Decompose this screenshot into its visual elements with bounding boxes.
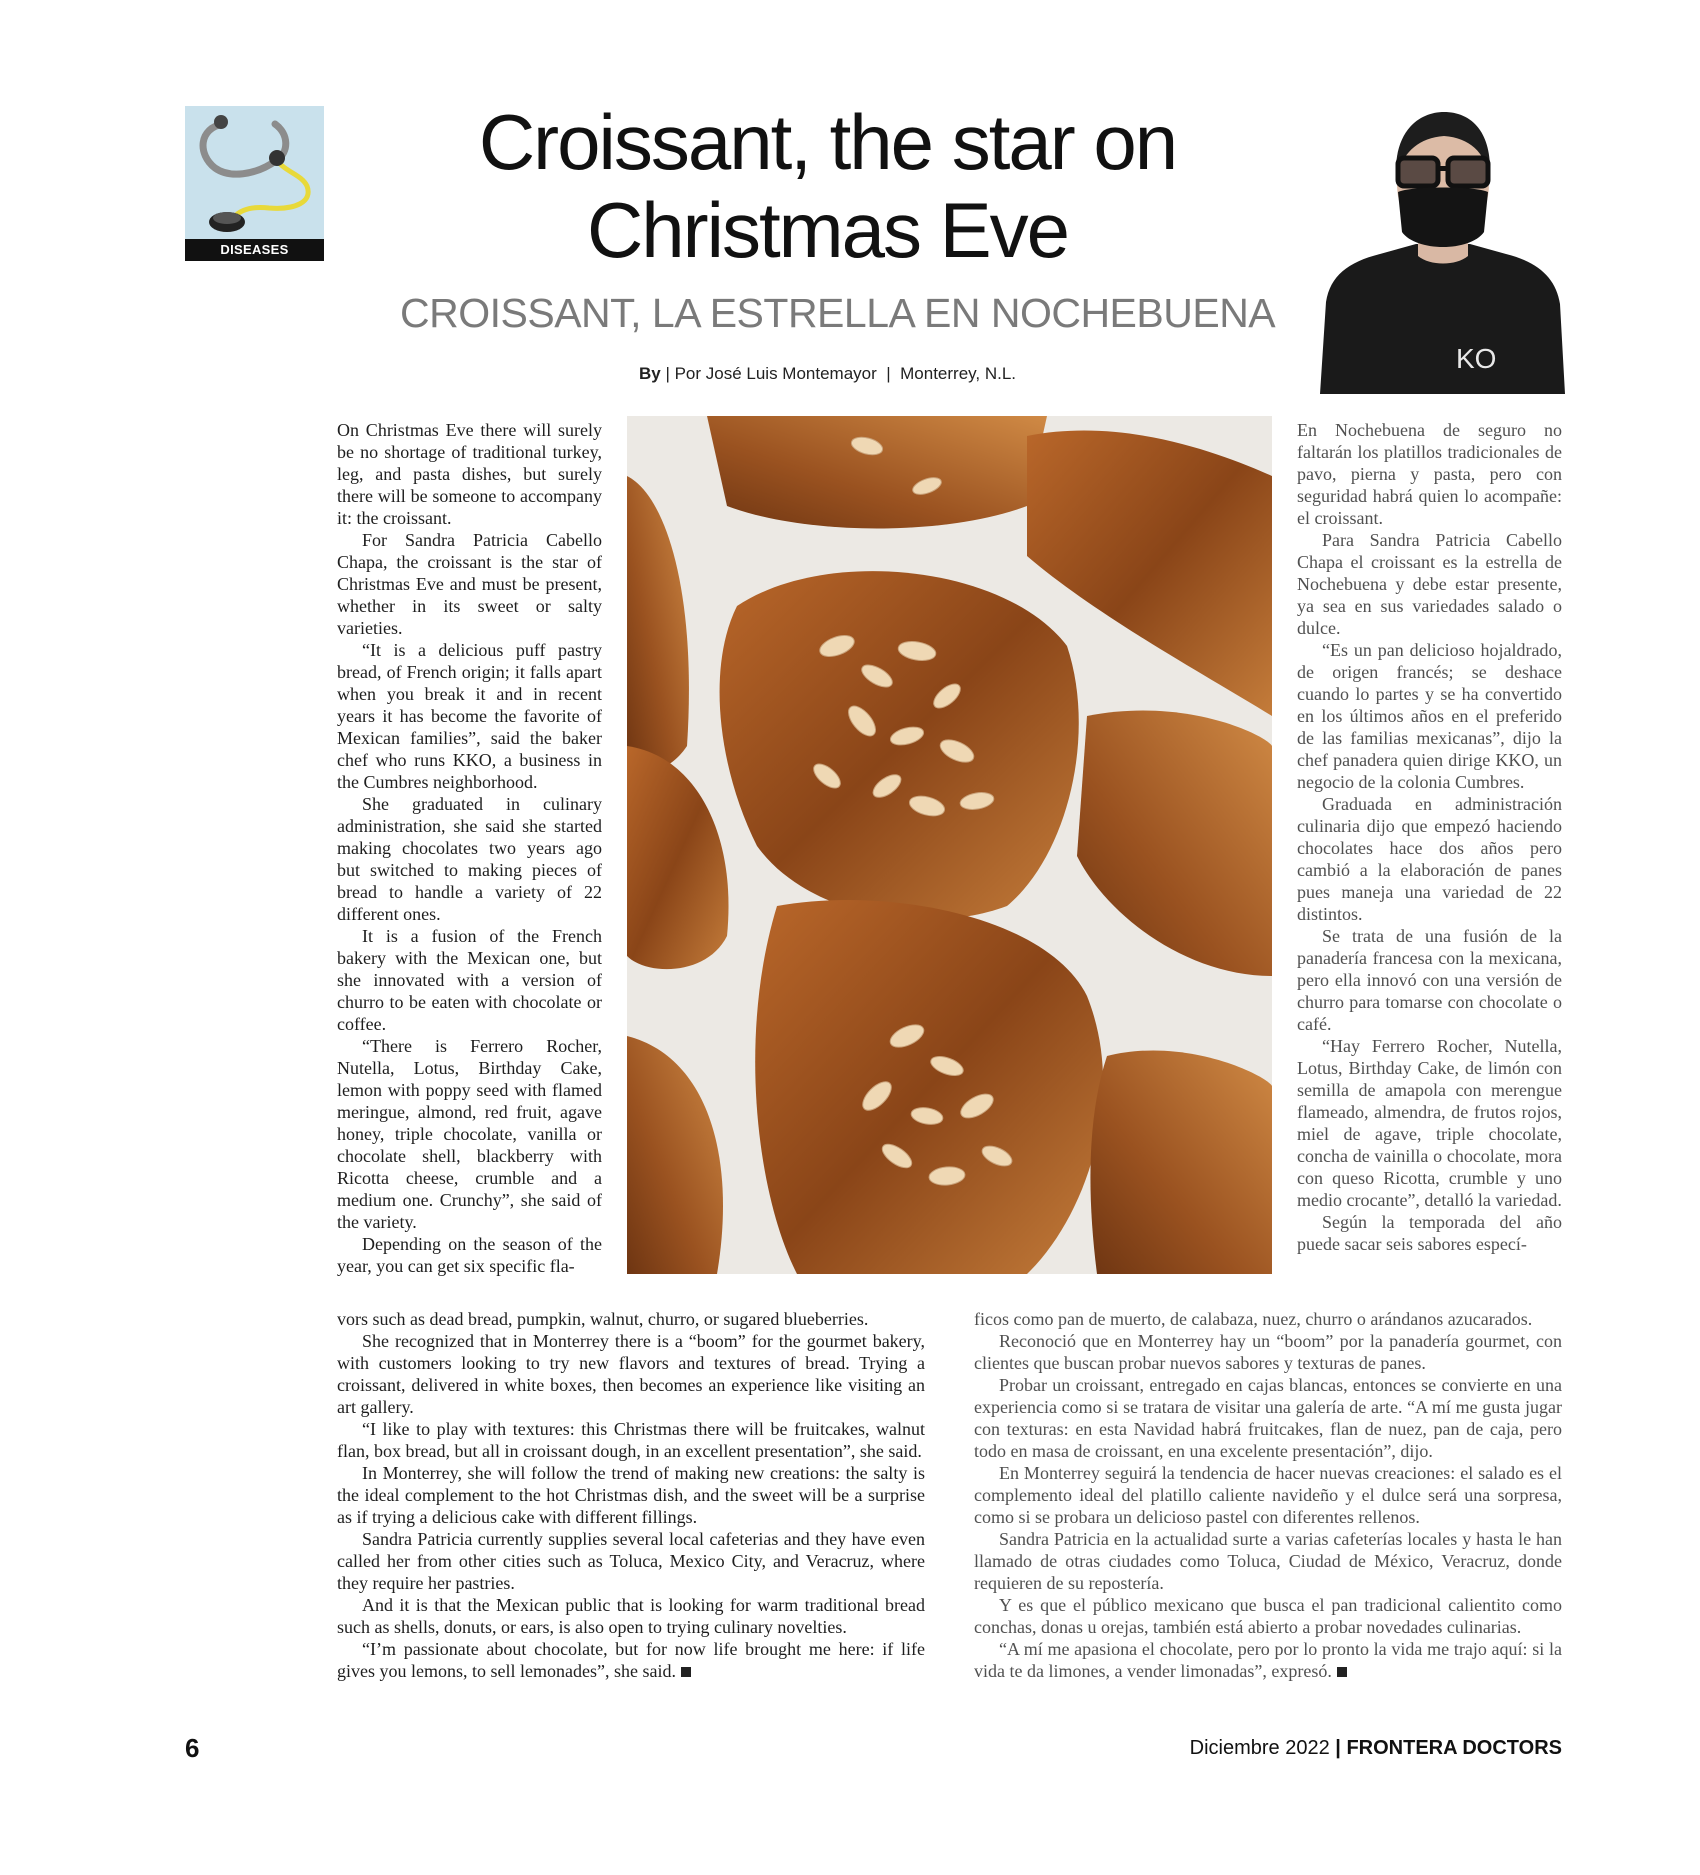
- english-paragraph: For Sandra Patricia Cabello Chapa, the croissant is the star of Christmas Eve and must be present, whether in its sweet or salty varieties.: [337, 530, 602, 638]
- section-badge: [185, 106, 324, 261]
- english-paragraph: “It is a delicious puff pastry bread, of French origin; it falls apart when you break it and in recent years it has become the favorite of Mexican families”, said the baker chef who runs KKO, a business in the Cumbres neighborhood.: [337, 640, 602, 792]
- spanish-paragraph: En Monterrey seguirá la tendencia de hacer nuevas creaciones: el salado es el complemento ideal del platillo caliente navideño y el dulce será una sorpresa, como si se probara un delicioso pastel con diferentes rellenos.: [974, 1463, 1562, 1527]
- headline-line-2: Christmas Eve: [586, 186, 1069, 274]
- english-paragraph: It is a fusion of the French bakery with the Mexican one, but she innovated with a version of churro to be eaten with chocolate or coffee.: [337, 926, 602, 1034]
- english-paragraph: Depending on the season of the year, you can get six specific fla-: [337, 1234, 602, 1276]
- byline-separator: |: [886, 364, 891, 383]
- english-paragraph: “I like to play with textures: this Christmas there will be fruitcakes, walnut flan, box bread, but all in croissant dough, in an excellent presentation”, she said.: [337, 1419, 925, 1461]
- end-of-article-mark: [1337, 1667, 1347, 1677]
- spanish-paragraph: Se trata de una fusión de la panadería francesa con la mexicana, pero ella innovó con una versión de churro para tomarse con chocolate o café.: [1297, 926, 1562, 1034]
- spanish-paragraph-last: [974, 1638, 1562, 1682]
- publication-footer: [1080, 1737, 1562, 1760]
- english-paragraph-last: [337, 1638, 925, 1682]
- article-english-column-top: [337, 419, 602, 1277]
- portrait-logo: KO: [1456, 343, 1497, 374]
- english-closing-text: “I’m passionate about chocolate, but for now life brought me here: if life gives you lemons, to sell lemonades”, she said.: [337, 1639, 925, 1681]
- spanish-paragraph: ficos como pan de muerto, de calabaza, nuez, churro o arándanos azucarados.: [974, 1309, 1533, 1329]
- page-number: 6: [185, 1733, 200, 1763]
- article-spanish-column-top: [1297, 419, 1562, 1255]
- chef-portrait-photo: [1320, 106, 1565, 394]
- english-paragraph: In Monterrey, she will follow the trend of making new creations: the salty is the ideal complement to the hot Christmas dish, and the sweet will be a surprise as if trying a delicious cake with different fillings.: [337, 1463, 925, 1527]
- subheadline: CROISSANT, LA ESTRELLA EN NOCHEBUENA: [400, 290, 1276, 336]
- byline-by-label: By: [638, 364, 661, 383]
- spanish-paragraph: Sandra Patricia en la actualidad surte a varias cafeterías locales y hasta le han llamado de otras ciudades como Toluca, Ciudad de México, Veracruz, donde requieren de su repostería.: [974, 1529, 1562, 1593]
- spanish-paragraph: “Es un pan delicioso hojaldrado, de origen francés; se deshace cuando lo partes y se ha convertido en los últimos años en el preferido de las familias mexicanas”, dijo la chef panadera quien dirige KKO, un negocio de la colonia Cumbres.: [1297, 640, 1562, 792]
- spanish-paragraph: Según la temporada del año puede sacar seis sabores especí-: [1297, 1212, 1562, 1254]
- byline-author: | Por José Luis Montemayor: [665, 364, 877, 383]
- croissant-photo: [627, 416, 1272, 1274]
- stethoscope-icon: [185, 106, 324, 239]
- spanish-paragraph: Graduada en administración culinaria dijo que empezó haciendo chocolates hace dos años pero cambió a la elaboración de panes pues maneja una variedad de 22 distintos.: [1297, 794, 1562, 924]
- section-label: DISEASES: [185, 239, 324, 261]
- english-paragraph: Sandra Patricia currently supplies several local cafeterias and they have even called her from other cities such as Toluca, Mexico City, and Veracruz, where they require her pastries.: [337, 1529, 925, 1593]
- article-spanish-column-bottom: [974, 1308, 1562, 1682]
- english-paragraph: She recognized that in Monterrey there is a “boom” for the gourmet bakery, with customers looking to try new flavors and textures of bread. Trying a croissant, delivered in white boxes, then becomes an experience like visiting an art gallery.: [337, 1331, 925, 1417]
- byline: [500, 364, 1155, 384]
- spanish-closing-text: “A mí me apasiona el chocolate, pero por lo pronto la vida me trajo aquí: si la vida te da limones, a vender limonadas”, expresó.: [974, 1639, 1562, 1681]
- publication-name: FRONTERA DOCTORS: [1346, 1737, 1562, 1759]
- footer-separator: |: [1335, 1737, 1341, 1759]
- article-english-column-bottom: [337, 1308, 925, 1682]
- spanish-paragraph: “Hay Ferrero Rocher, Nutella, Lotus, Birthday Cake, de limón con semilla de amapola con merengue flameado, almendra, de frutos rojos, miel de agave, triple chocolate, concha de vainilla o chocolate, mora con queso Ricotta, crumble y uno medio crocante”, detalló la variedad.: [1297, 1036, 1562, 1210]
- english-paragraph: On Christmas Eve there will surely be no shortage of traditional turkey, leg, and pasta dishes, but surely there will be someone to accompany it: the croissant.: [337, 420, 602, 528]
- spanish-paragraph: Para Sandra Patricia Cabello Chapa el croissant es la estrella de Nochebuena y debe estar presente, ya sea en sus variedades salado o dulce.: [1297, 530, 1562, 638]
- english-paragraph: “There is Ferrero Rocher, Nutella, Lotus, Birthday Cake, lemon with poppy seed with flamed meringue, almond, red fruit, agave honey, triple chocolate, vanilla or chocolate shell, blackberry with Ricotta cheese, crumble and a medium one. Crunchy”, she said of the variety.: [337, 1036, 602, 1232]
- spanish-paragraph: En Nochebuena de seguro no faltarán los platillos tradicionales de pavo, pierna y pasta, pero con seguridad habrá quien lo acompañe: el croissant.: [1297, 420, 1562, 528]
- end-of-article-mark: [681, 1667, 691, 1677]
- spanish-paragraph: Probar un croissant, entregado en cajas blancas, entonces se convierte en una experiencia como si se tratara de visitar una galería de arte. “A mí me gusta jugar con texturas: en esta Navidad habrá fruitcakes, flan de nuez, pan de caja, pero todo en masa de croissant, en una excelente presentación”, dijo.: [974, 1375, 1562, 1461]
- spanish-paragraph: Reconoció que en Monterrey hay un “boom” por la panadería gourmet, con clientes que buscan probar nuevos sabores y texturas de panes.: [974, 1331, 1562, 1373]
- english-paragraph: vors such as dead bread, pumpkin, walnut, churro, or sugared blueberries.: [337, 1309, 869, 1329]
- headline-line-1: Croissant, the star on: [478, 98, 1177, 186]
- spanish-paragraph: Y es que el público mexicano que busca el pan tradicional calientito como conchas, donas u orejas, también está abierto a probar novedades culinarias.: [974, 1595, 1562, 1637]
- english-paragraph: She graduated in culinary administration, she said she started making chocolates two years ago but switched to making pieces of bread to handle a variety of 22 different ones.: [337, 794, 602, 924]
- byline-location: Monterrey, N.L.: [900, 364, 1017, 383]
- issue-date: Diciembre 2022: [1189, 1737, 1330, 1759]
- english-paragraph: And it is that the Mexican public that is looking for warm traditional bread such as shells, donuts, or ears, is also open to trying culinary novelties.: [337, 1595, 925, 1637]
